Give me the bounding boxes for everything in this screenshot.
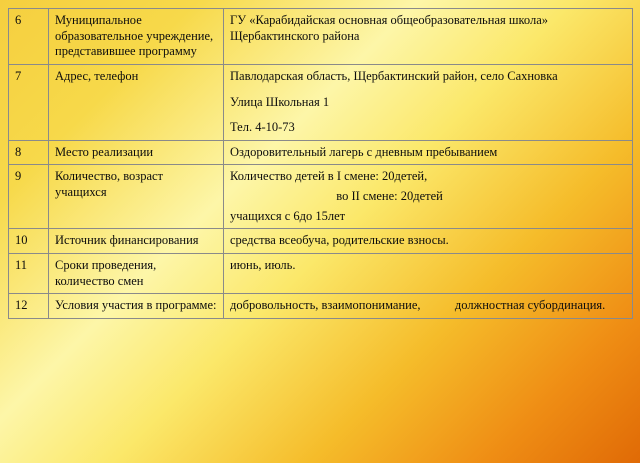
row-value	[224, 140, 633, 165]
table-row	[9, 9, 633, 65]
row-value	[224, 64, 633, 140]
value-line: средства всеобуча, родительские взносы.	[230, 233, 449, 248]
row-label: Муниципальное образовательное учреждение, представившее программу	[49, 9, 224, 65]
row-number: 9	[9, 165, 49, 229]
row-label: Условия участия в программе:	[49, 294, 224, 319]
row-number: 6	[9, 9, 49, 65]
row-value	[224, 165, 633, 229]
row-value	[224, 229, 633, 254]
value-line: июнь, июль.	[230, 257, 296, 272]
row-number: 10	[9, 229, 49, 254]
row-label: Источник финансирования	[49, 229, 224, 254]
value-line: Павлодарская область, Щербактинский район, село Сахновка	[230, 68, 558, 83]
row-value	[224, 9, 633, 65]
program-info-table	[8, 8, 633, 319]
row-number: 7	[9, 64, 49, 140]
value-line: Улица Школьная 1	[230, 94, 330, 109]
row-label: Место реализации	[49, 140, 224, 165]
value-line: ГУ «Карабидайская основная общеобразовательная школа» Щербактинского района	[230, 13, 549, 43]
row-label: Количество, возраст учащихся	[49, 165, 224, 229]
value-line: учащихся с 6до 15лет	[230, 208, 346, 223]
row-label: Сроки проведения, количество смен	[49, 253, 224, 293]
value-line: во II смене: 20детей	[230, 189, 443, 203]
row-number: 12	[9, 294, 49, 319]
table-row	[9, 140, 633, 165]
table-row	[9, 253, 633, 293]
value-line: добровольность, взаимопонимание, должностная субординация.	[230, 298, 606, 313]
table-row	[9, 64, 633, 140]
row-value	[224, 294, 633, 319]
table-row	[9, 165, 633, 229]
table-row	[9, 229, 633, 254]
value-line: Тел. 4-10-73	[230, 120, 295, 135]
value-line: Оздоровительный лагерь с дневным пребыванием	[230, 144, 498, 159]
row-number: 8	[9, 140, 49, 165]
row-value	[224, 253, 633, 293]
row-number: 11	[9, 253, 49, 293]
row-label: Адрес, телефон	[49, 64, 224, 140]
value-line: Количество детей в I смене: 20детей,	[230, 169, 428, 184]
table-row	[9, 294, 633, 319]
